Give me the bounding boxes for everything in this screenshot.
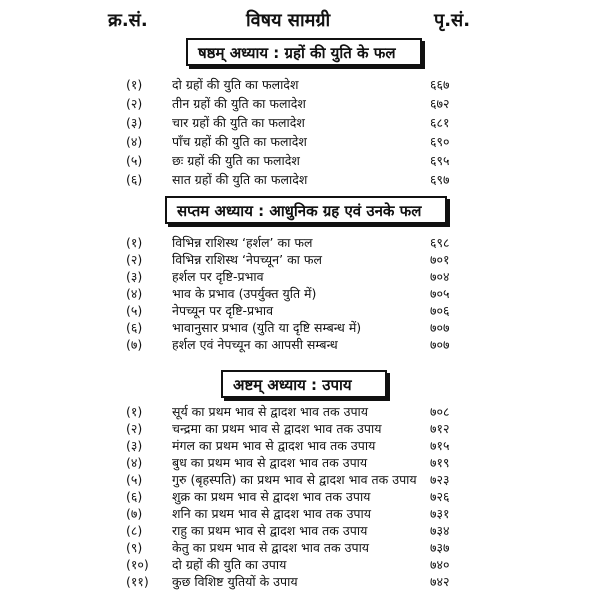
entry-text: तीन ग्रहों की युति का फलादेश	[172, 96, 306, 111]
entry-text: दो ग्रहों की युति का फलादेश	[172, 77, 299, 92]
list-item	[0, 152, 600, 170]
entry-number: (१)	[126, 235, 143, 250]
list-item	[0, 76, 600, 94]
table-header	[0, 8, 600, 34]
entry-text: छः ग्रहों की युति का फलादेश	[172, 153, 300, 168]
entry-number: (८)	[126, 523, 143, 538]
entry-number: (७)	[126, 337, 143, 352]
entry-number: (२)	[126, 252, 143, 267]
entry-page: ६९५	[430, 153, 450, 168]
entry-page: ७०७	[430, 337, 450, 352]
list-item	[0, 285, 600, 303]
entry-number: (९)	[126, 540, 143, 555]
entry-text: विभिन्न राशिस्थ ‘हर्शल’ का फल	[172, 235, 313, 250]
entry-number: (७)	[126, 506, 143, 521]
entry-page: ६६७	[430, 77, 450, 92]
entry-number: (५)	[126, 153, 143, 168]
list-item	[0, 336, 600, 354]
list-item	[0, 420, 600, 438]
entry-text: सात ग्रहों की युति का फलादेश	[172, 172, 308, 187]
entry-page: ७४०	[430, 557, 450, 572]
entry-text: चन्द्रमा का प्रथम भाव से द्वादश भाव तक उपाय	[172, 421, 382, 436]
entry-number: (२)	[126, 96, 143, 111]
list-item	[0, 522, 600, 540]
entry-number: (१०)	[126, 557, 149, 572]
list-item	[0, 488, 600, 506]
entry-number: (१)	[126, 404, 143, 419]
entry-number: (३)	[126, 115, 143, 130]
entry-page: ७१९	[430, 455, 450, 470]
entry-number: (४)	[126, 286, 143, 301]
page-number-header: पृ.सं.	[434, 10, 471, 31]
entry-page: ६९०	[430, 134, 450, 149]
entry-text: हर्शल पर दृष्टि-प्रभाव	[172, 269, 264, 284]
entry-number: (५)	[126, 472, 143, 487]
entry-text: शुक्र का प्रथम भाव से द्वादश भाव तक उपाय	[172, 489, 371, 504]
list-item	[0, 171, 600, 189]
list-item	[0, 573, 600, 591]
entry-text: भावानुसार प्रभाव (युति या दृष्टि सम्बन्ध में)	[172, 320, 362, 335]
entry-page: ७३७	[430, 540, 450, 555]
list-item	[0, 437, 600, 455]
entry-text: भाव के प्रभाव (उपर्युक्त युति में)	[172, 286, 317, 301]
entry-page: ६७२	[430, 96, 450, 111]
entry-text: शनि का प्रथम भाव से द्वादश भाव तक उपाय	[172, 506, 372, 521]
list-item	[0, 471, 600, 489]
chapter-heading-7: सप्तम अध्याय : आधुनिक ग्रह एवं उनके फल	[165, 196, 447, 224]
entry-number: (६)	[126, 489, 143, 504]
entry-number: (५)	[126, 303, 143, 318]
list-item	[0, 539, 600, 557]
list-item	[0, 268, 600, 286]
entry-page: ७०५	[430, 286, 450, 301]
list-item	[0, 133, 600, 151]
list-item	[0, 251, 600, 269]
entry-number: (६)	[126, 320, 143, 335]
entry-text: चार ग्रहों की युति का फलादेश	[172, 115, 305, 130]
entry-number: (२)	[126, 421, 143, 436]
list-item	[0, 556, 600, 574]
entry-number: (४)	[126, 134, 143, 149]
entry-number: (३)	[126, 438, 143, 453]
list-item	[0, 114, 600, 132]
entry-page: ७०४	[430, 269, 450, 284]
entry-page: ७०८	[430, 404, 450, 419]
entry-text: कुछ विशिष्ट युतियों के उपाय	[172, 574, 298, 589]
entry-number: (६)	[126, 172, 143, 187]
entry-text: बुध का प्रथम भाव से द्वादश भाव तक उपाय	[172, 455, 368, 470]
list-item	[0, 454, 600, 472]
entry-page: ७४२	[430, 574, 450, 589]
serial-number-header: क्र.सं.	[108, 10, 148, 31]
entry-page: ७१५	[430, 438, 450, 453]
entry-text: राहु का प्रथम भाव से द्वादश भाव तक उपाय	[172, 523, 368, 538]
entry-page: ७०१	[430, 252, 450, 267]
entry-page: ७३४	[430, 523, 450, 538]
list-item	[0, 505, 600, 523]
entry-text: दो ग्रहों की युति का उपाय	[172, 557, 287, 572]
entry-page: ७२३	[430, 472, 450, 487]
entry-page: ६९७	[430, 172, 450, 187]
entry-text: पाँच ग्रहों की युति का फलादेश	[172, 134, 307, 149]
chapter-heading-8: अष्टम् अध्याय : उपाय	[221, 370, 387, 398]
list-item	[0, 95, 600, 113]
entry-number: (३)	[126, 269, 143, 284]
entry-page: ७२६	[430, 489, 450, 504]
content-header: विषय सामग्री	[246, 10, 331, 31]
list-item	[0, 403, 600, 421]
chapter-heading-6: षष्ठम् अध्याय : ग्रहों की युति के फल	[186, 38, 422, 66]
entry-page: ७०७	[430, 320, 450, 335]
entry-number: (४)	[126, 455, 143, 470]
list-item	[0, 234, 600, 252]
entry-number: (११)	[126, 574, 149, 589]
list-item	[0, 319, 600, 337]
entry-text: सूर्य का प्रथम भाव से द्वादश भाव तक उपाय	[172, 404, 369, 419]
entry-page: ७१२	[430, 421, 450, 436]
entry-number: (१)	[126, 77, 143, 92]
entry-text: विभिन्न राशिस्थ ‘नेपच्यून’ का फल	[172, 252, 322, 267]
entry-page: ६९८	[430, 235, 450, 250]
entry-page: ६८१	[430, 115, 450, 130]
entry-text: गुरु (बृहस्पति) का प्रथम भाव से द्वादश भाव तक उपाय	[172, 472, 417, 487]
entry-text: केतु का प्रथम भाव से द्वादश भाव तक उपाय	[172, 540, 370, 555]
entry-text: नेपच्यून पर दृष्टि-प्रभाव	[172, 303, 274, 318]
list-item	[0, 302, 600, 320]
entry-text: मंगल का प्रथम भाव से द्वादश भाव तक उपाय	[172, 438, 376, 453]
entry-page: ७३१	[430, 506, 450, 521]
entry-text: हर्शल एवं नेपच्यून का आपसी सम्बन्ध	[172, 337, 338, 352]
entry-page: ७०६	[430, 303, 450, 318]
